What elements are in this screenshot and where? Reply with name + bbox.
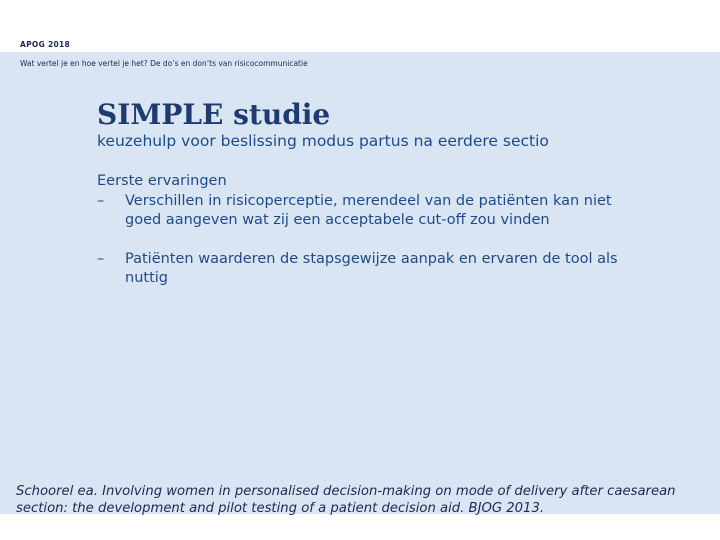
slide-title: SIMPLE studie bbox=[97, 98, 331, 131]
bullet-marker: – bbox=[97, 250, 105, 267]
bullet-text: Patiënten waarderen de stapsgewijze aanpak en ervaren de tool als nuttig bbox=[125, 250, 618, 286]
reference-citation: Schoorel ea. Involving women in personalised decision-making on mode of delivery after caesarean section: the development and pilot testing of a patient decision aid. BJOG 2013. bbox=[16, 484, 676, 516]
list-item bbox=[97, 250, 637, 289]
bullet-list bbox=[97, 192, 637, 289]
list-item bbox=[97, 192, 637, 231]
section-heading: Eerste ervaringen bbox=[97, 173, 227, 189]
bullet-text: Verschillen in risicoperceptie, merendeel van de patiënten kan niet goed aangeven wat zij een acceptabele cut-off zou vinden bbox=[125, 192, 612, 228]
bullet-marker: – bbox=[97, 192, 105, 209]
event-label: APOG 2018 bbox=[20, 40, 71, 49]
slide-content bbox=[97, 172, 637, 308]
slide-lead: keuzehulp voor beslissing modus partus na eerdere sectio bbox=[97, 132, 549, 150]
presentation-subtitle: Wat vertel je en hoe vertel je het? De do’s en don’ts van risicocommunicatie bbox=[20, 59, 308, 68]
